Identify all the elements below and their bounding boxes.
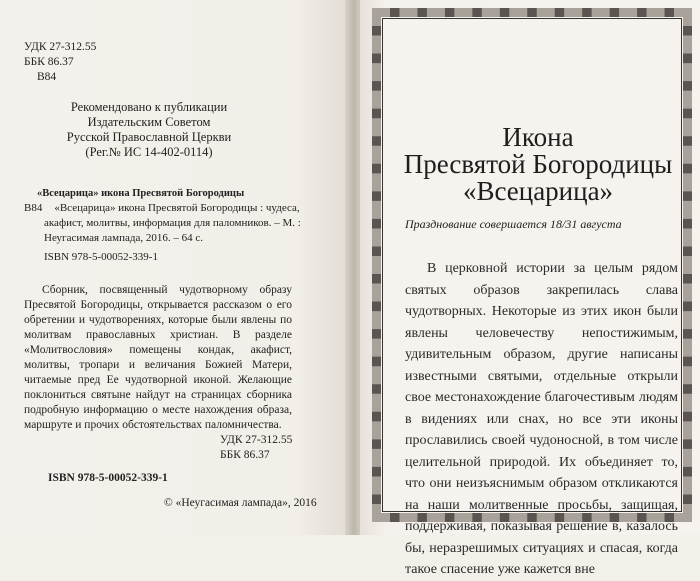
recommendation-line: Русской Православной Церкви: [66, 130, 232, 144]
recommendation-line: Издательским Советом: [87, 115, 211, 129]
title-line: «Всецарица»: [462, 176, 614, 206]
udk-bottom: УДК 27-312.55: [220, 434, 293, 446]
recommendation-line: (Рег.№ ИС 14-402-0114): [85, 145, 213, 159]
body-text: [398, 258, 678, 581]
recommendation-line: Рекомендовано к публикации: [70, 100, 228, 114]
udk: УДК 27-312.55: [24, 41, 97, 53]
title-line: Пресвятой Богородицы: [403, 149, 673, 179]
isbn-bold: ISBN 978-5-00052-339-1: [48, 472, 168, 484]
biblio-first-line: [24, 201, 299, 216]
biblio-line: Неугасимая лампада, 2016. – 64 с.: [44, 232, 204, 244]
biblio-line: акафист, молитвы, информация для паломников. – М. :: [44, 217, 301, 229]
feast-date: Празднование совершается 18/31 августа: [405, 217, 622, 231]
biblio-code: В84: [24, 202, 43, 214]
imprint-page: [24, 40, 317, 511]
page-title: [398, 124, 678, 205]
author-code: В84: [37, 71, 57, 83]
copyright: © «Неугасимая лампада», 2016: [164, 497, 317, 509]
isbn: ISBN 978-5-00052-339-1: [44, 251, 158, 263]
biblio-heading: «Всецарица» икона Пресвятой Богородицы: [37, 188, 245, 199]
bbk-bottom: ББК 86.37: [220, 449, 270, 461]
body-paragraph: В церковной истории за целым рядом святых образов закрепилась слава чудотворных. Некоторые из этих икон были явлены человечеству непостижимым, удивительным образом, другие написаны известными святыми, отдельные открыли свое местонахождение благочестивым людям в видениях или снах, но все эти иконы прославились своей чудоносной, в том числе целительной природой. Их объединяет то, что они неизъяснимым образом откликаются на наши молитвенные просьбы, защищая, поддерживая, показывая решение в, казалось бы, неразрешимых ситуациях и спасая, когда такое спасение уже кажется вне: [405, 261, 678, 577]
annotation: Сборник, посвященный чудотворному образу Пресвятой Богородицы, открывается рассказом о его обретении и чудотворениях, которые были явлены по молитвам православных христиан. В разделе «Молитвословия» помещены кондак, акафист, молитвы, тропари и величания Божией Матери, читаемые пред Ее чудотворной иконой. Желающие поклониться святыне найдут на страницах сборника подробную информацию о месте нахождения образа, маршруте и прочих обстоятельствах паломничества.: [24, 284, 292, 431]
title-page: [398, 124, 678, 581]
bbk: ББК 86.37: [24, 56, 74, 68]
title-line: Икона: [502, 122, 574, 152]
biblio-line: «Всецарица» икона Пресвятой Богородицы : чудеса,: [54, 202, 300, 214]
